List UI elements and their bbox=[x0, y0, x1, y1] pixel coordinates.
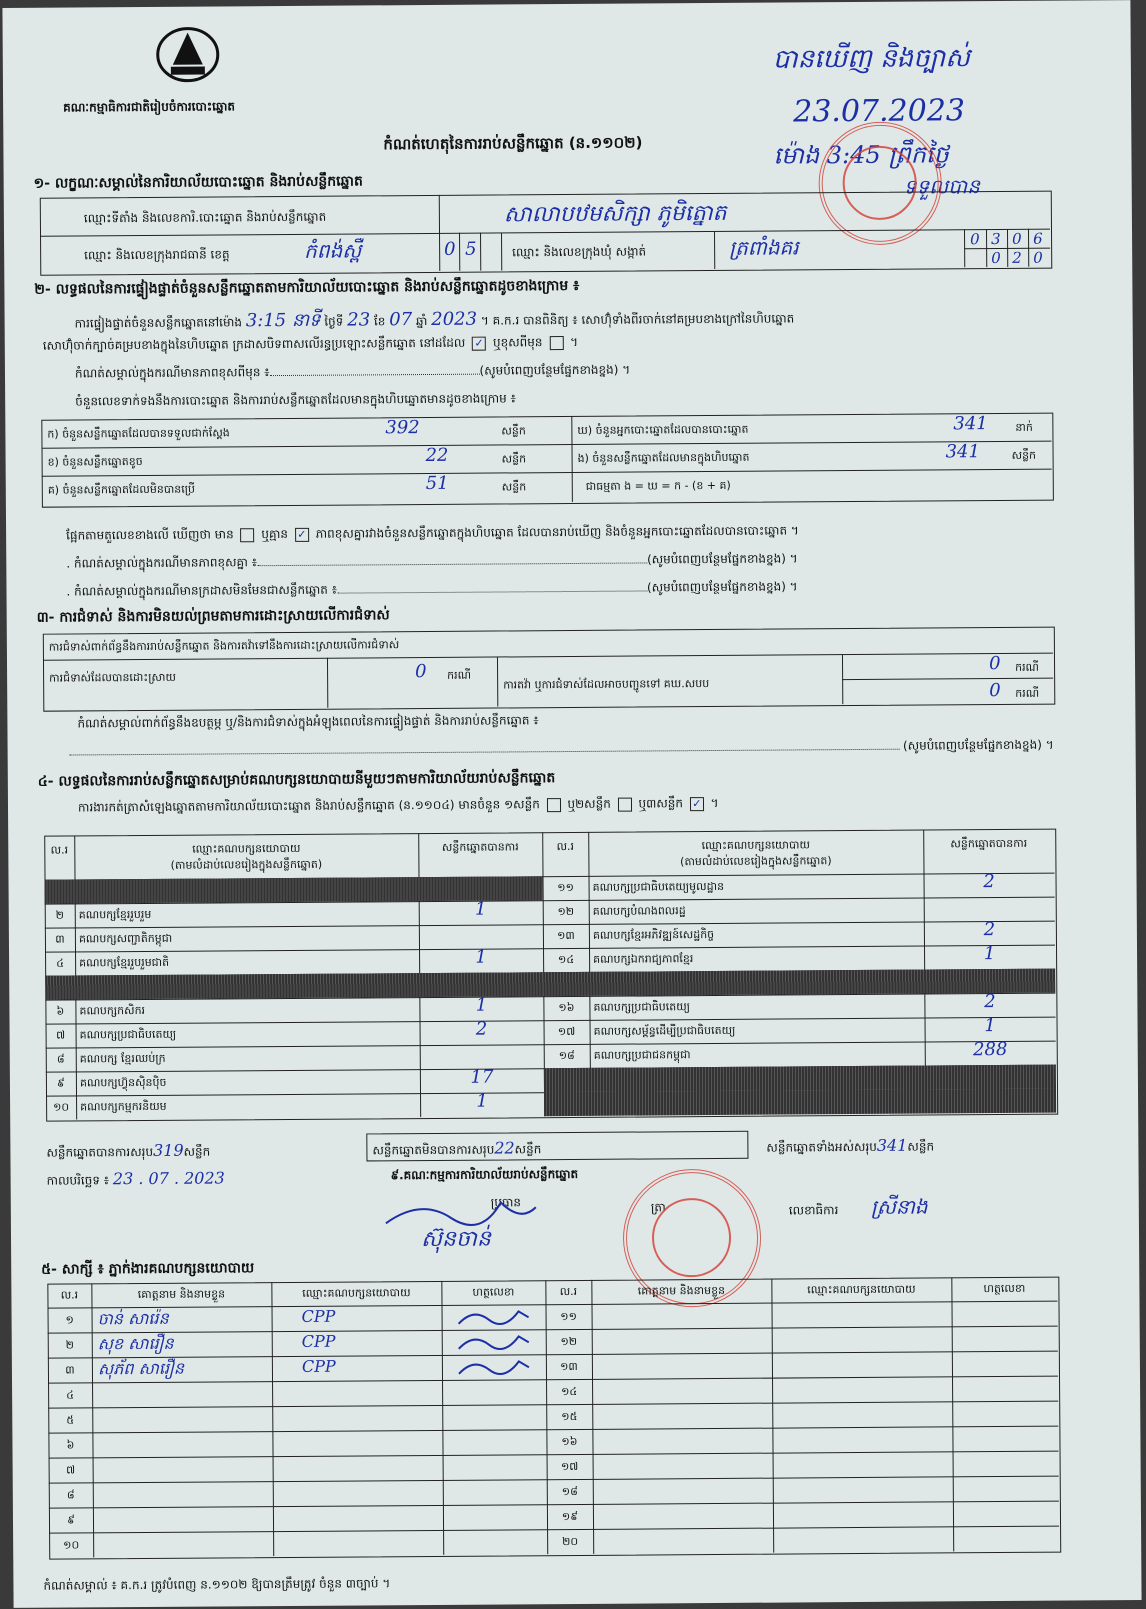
secretary-signature: ស្រីនាង bbox=[870, 1194, 928, 1219]
header-party-sub: (តាមលំដាប់លេខរៀងក្នុងសន្លឹកឆ្នោត) bbox=[170, 857, 323, 872]
unused-value: 51 bbox=[425, 472, 449, 495]
unit-label: សន្លឹក bbox=[1011, 448, 1037, 462]
code-top-1: 0 bbox=[970, 230, 980, 249]
stamp-note-line4: ទទួលបាន bbox=[903, 174, 980, 199]
code-bottom-1: 0 bbox=[991, 248, 1001, 268]
witness-h-sign: ហត្ថលេខា bbox=[983, 1281, 1026, 1296]
party-number: ៨ bbox=[56, 1052, 65, 1066]
party-number: ៣ bbox=[55, 932, 65, 946]
party-name: គណបក្សកសិករ bbox=[79, 1003, 146, 1018]
party-votes: 288 bbox=[972, 1038, 1008, 1061]
ballots-in-box-label: ង) ចំនួនសន្លឹកឆ្នោតដែលមានក្នុងហិបឆ្នោត bbox=[577, 450, 750, 465]
ballots-in-box-value: 341 bbox=[945, 441, 980, 463]
witness-number: ១៩ bbox=[561, 1509, 579, 1524]
voters-label: ឃ) ចំនួនអ្នកបោះឆ្នោតដែលបានបោះឆ្នោត bbox=[577, 422, 749, 437]
committee-label: ៩.គណៈកម្មការការិយាល័យរាប់សន្លឹកឆ្នោត bbox=[390, 1166, 579, 1183]
party-number: ១០ bbox=[52, 1100, 70, 1114]
party-number: ១១ bbox=[557, 880, 574, 895]
section4-title: ៤- លទ្ធផលនៃការរាប់សន្លឹកឆ្នោតសម្រាប់គណបក្សនយោបាយនីមួយៗតាមការិយាល័យរាប់សន្លឹកឆ្នោត bbox=[37, 770, 556, 790]
commune-value: ត្រពាំងគរ bbox=[729, 235, 799, 260]
date-line: កាលបរិច្ឆេទ ៖ 23 . 07 . 2023 bbox=[46, 1168, 225, 1189]
party-number: ៤ bbox=[56, 956, 65, 970]
witness-signature-icon bbox=[454, 1305, 534, 1328]
resolved-label: ការជំទាស់ដែលបានដោះស្រាយ bbox=[49, 670, 176, 685]
section1-title: ១- លក្ខណៈសម្គាល់នៃការិយាល័យបោះឆ្នោត និងរាប់សន្លឹកឆ្នោត bbox=[33, 173, 363, 192]
witness-name: សុភ័ព សារឿន bbox=[97, 1358, 185, 1379]
polling-station-label: ឈ្មោះទីតាំង និងលេខការិ.បោះឆ្នោត និងរាប់សន្លឹកឆ្នោត bbox=[83, 209, 327, 226]
non-ballot-note: . កំណត់សម្គាល់ក្នុងករណីមានក្រដាសមិនមែនជាសន្លឹកឆ្នោត ៖ (សូមបំពេញបន្ថែមផ្នែកខាងខ្នង) ។ bbox=[66, 579, 798, 599]
code-top-4: 6 bbox=[1033, 229, 1043, 248]
witness-number: ៤ bbox=[66, 1388, 75, 1402]
discrepancy-yes-checkbox[interactable] bbox=[240, 528, 254, 542]
total-valid: សន្លឹកឆ្នោតបានការសរុប319សន្លឹក bbox=[46, 1140, 211, 1160]
header-col-party: ឈ្មោះគណបក្សនយោបាយ bbox=[701, 838, 810, 853]
witness-h-party: ឈ្មោះគណបក្សនយោបាយ bbox=[302, 1286, 411, 1300]
same-checkbox[interactable]: ✓ bbox=[472, 336, 486, 350]
header-col-no: ល.រ bbox=[50, 843, 69, 857]
discrepancy-note: . កំណត់សម្គាល់ក្នុងករណីមានភាពខុសគ្នា ៖ (សូមបំពេញបន្ថែមផ្នែកខាងខ្នង) ។ bbox=[66, 551, 798, 571]
witness-number: ១២ bbox=[560, 1334, 578, 1349]
date-value: 23 . 07 . 2023 bbox=[112, 1168, 225, 1189]
stamp-note-date: 23.07.2023 bbox=[793, 93, 966, 130]
total-all: សន្លឹកឆ្នោតទាំងអស់សរុប341សន្លឹក bbox=[766, 1135, 935, 1155]
case-label: ករណី bbox=[1015, 660, 1040, 674]
witness-number: ១៥ bbox=[561, 1409, 578, 1424]
party-number: ១៧ bbox=[557, 1024, 576, 1039]
total-invalid: សន្លឹកឆ្នោតមិនបានការសរុប22សន្លឹក bbox=[372, 1138, 542, 1158]
discrepancy-no-checkbox[interactable]: ✓ bbox=[295, 527, 309, 541]
form-title: កំណត់ហេតុនៃការរាប់សន្លឹកឆ្នោត (ន.១១០២) bbox=[383, 133, 643, 154]
stamp-note-line1: បានឃើញ និងច្បាស់ bbox=[772, 43, 971, 75]
section5-title: ៥- សាក្សី ៖ ភ្នាក់ងារគណបក្សនយោបាយ bbox=[41, 1260, 255, 1278]
party-votes: 2 bbox=[983, 919, 996, 941]
witness-h-name: គោត្តនាម និងនាមខ្លួន bbox=[637, 1283, 726, 1298]
section3-title: ៣- ការជំទាស់ និងការមិនយល់ព្រមតាមការដោះស្រាយលើការជំទាស់ bbox=[36, 607, 390, 626]
party-name: គណបក្សសញ្ជាតិកម្ពុជា bbox=[78, 931, 173, 946]
election-form-page bbox=[2, 0, 1141, 1608]
witness-party: CPP bbox=[301, 1306, 336, 1326]
footer-note: កំណត់សម្គាល់ ៖ គ.ក.រ ត្រូវបំពេញ ន.១១០២ ឱ្យបានត្រឹមត្រូវ ចំនួន ៣ច្បាប់ ។ bbox=[43, 1576, 391, 1593]
appeal-value-1: 0 bbox=[988, 653, 1001, 675]
tally-sheets-line: ការងារកត់ត្រាសំឡេងឆ្នោតតាមការិយាល័យបោះឆ្នោត និងរាប់សន្លឹកឆ្នោត (ន.១១០៤) មានចំនួន ១សន្លឹក ឬ២សន្លឹក ឬ៣សន្លឹក ✓ ។ bbox=[77, 795, 719, 815]
province-code-1: 0 bbox=[444, 238, 456, 260]
different-checkbox[interactable] bbox=[549, 336, 563, 350]
case-label: ករណី bbox=[1015, 686, 1040, 700]
total-all-value: 341 bbox=[876, 1135, 908, 1155]
party-name: គណបក្សខ្មែររួបរួម bbox=[78, 907, 152, 922]
chair-label: ប្រធាន bbox=[490, 1195, 522, 1210]
national-emblem-icon bbox=[153, 24, 223, 84]
received-value: 392 bbox=[385, 417, 420, 439]
header-col-party: ឈ្មោះគណបក្សនយោបាយ bbox=[192, 841, 301, 856]
witness-number: ៩ bbox=[67, 1513, 75, 1527]
witness-number: ៣ bbox=[65, 1363, 75, 1377]
case-label: ករណី bbox=[447, 668, 472, 682]
results-table bbox=[2, 0, 1130, 8]
witness-h-name: គោត្តនាម និងនាមខ្លួន bbox=[137, 1287, 226, 1302]
secretary-label: លេខាធិការ bbox=[788, 1203, 839, 1218]
resolved-value: 0 bbox=[414, 661, 427, 683]
party-votes: 1 bbox=[476, 1090, 488, 1112]
withdrawn-party-row bbox=[544, 1089, 1056, 1117]
code-top-2: 3 bbox=[991, 229, 1001, 249]
witness-number: ១៧ bbox=[560, 1459, 579, 1474]
party-name: គណបក្សឯករាជ្យភាពខ្មែរ bbox=[593, 952, 694, 966]
one-sheet-checkbox[interactable] bbox=[547, 798, 561, 812]
party-votes: 1 bbox=[983, 943, 996, 965]
appeal-label: ការតវ៉ា ឬការជំទាស់ដែលអាចបញ្ជូនទៅ គឃ.សបប bbox=[503, 677, 710, 692]
witness-number: ២០ bbox=[562, 1534, 579, 1549]
witness-number: ៨ bbox=[66, 1488, 75, 1502]
party-number: ១៨ bbox=[558, 1048, 575, 1063]
withdrawn-party-row bbox=[544, 1065, 1056, 1093]
appeal-value-2: 0 bbox=[989, 680, 1001, 702]
complaints-header: ការជំទាស់ពាក់ព័ន្ធនឹងការរាប់សន្លឹកឆ្នោត និងការតវ៉ាទៅនឹងការដោះស្រាយលើការជំទាស់ bbox=[48, 638, 400, 654]
total-invalid-value: 22 bbox=[494, 1138, 515, 1158]
unused-label: គ) ចំនួនសន្លឹកឆ្នោតដែលមិនបានប្រើ bbox=[47, 482, 196, 497]
witness-party: CPP bbox=[301, 1331, 336, 1351]
verify-day: 23 bbox=[347, 309, 371, 331]
discrepancy-line: ផ្អែកតាមតួលេខខាងលើ ឃើញថា មាន ឬគ្មាន ✓ ភាពខុសគ្នារវាងចំនួនសន្លឹកឆ្នោតក្នុងហិបឆ្នោត ដែលបានរាប់ឃើញ និងចំនួនអ្នកបោះឆ្នោតដែលបានបោះឆ្នោត ។ bbox=[66, 523, 799, 543]
province-code-2: 5 bbox=[465, 238, 477, 260]
witness-name: ចាន់ សារ៉េន bbox=[97, 1308, 169, 1329]
witness-number: ១៨ bbox=[561, 1484, 578, 1499]
party-votes: 1 bbox=[475, 994, 488, 1016]
witness-number: ១១ bbox=[560, 1309, 577, 1324]
party-votes: 1 bbox=[475, 946, 487, 968]
party-name: គណបក្សប្រជាធិបតេយ្យ bbox=[79, 1027, 177, 1042]
complaints-note: កំណត់សម្គាល់ពាក់ព័ន្ធនឹងឧបត្ថម្ភ ឬ/និងការជំទាស់ក្នុងអំឡុងពេលនៃការផ្ទៀងផ្ទាត់ និងការរាប់សន្លឹកឆ្នោត ៖ bbox=[77, 713, 539, 731]
chair-name: ស៊ុនចាន់ bbox=[420, 1226, 491, 1253]
witness-number: ៥ bbox=[66, 1413, 75, 1427]
two-sheet-checkbox[interactable] bbox=[618, 797, 632, 811]
header-col-votes: សន្លឹកឆ្នោតបានការ bbox=[950, 836, 1028, 851]
witness-number: ២ bbox=[65, 1338, 74, 1352]
unit-label: សន្លឹក bbox=[501, 480, 527, 494]
party-number: ១៦ bbox=[558, 1000, 575, 1015]
witness-h-no: ល.រ bbox=[60, 1288, 79, 1302]
witness-number: ១០ bbox=[63, 1538, 80, 1552]
code-top-3: 0 bbox=[1012, 229, 1022, 248]
complaints-note-end: (សូមបំពេញបន្ថែមផ្នែកខាងខ្នង) ។ bbox=[44, 737, 1054, 762]
party-name: គណបក្សប្រជាជនកម្ពុជា bbox=[593, 1048, 691, 1062]
three-sheet-checkbox[interactable]: ✓ bbox=[690, 797, 704, 811]
party-votes: 2 bbox=[475, 1018, 488, 1040]
party-number: ១៤ bbox=[557, 952, 575, 967]
party-name: គណបក្សហ៊្វុនស៊ិនប៉ិច bbox=[79, 1075, 167, 1090]
witness-number: ១ bbox=[65, 1313, 74, 1327]
header-col-votes: សន្លឹកឆ្នោតបានការ bbox=[441, 840, 519, 854]
party-name: គណបក្សប្រជាធិបតេយ្យ bbox=[593, 1000, 691, 1014]
code-bottom-2: 2 bbox=[1012, 248, 1022, 267]
polling-station-value: សាលាបឋមសិក្សា ភូមិត្នោត bbox=[503, 200, 727, 228]
witness-signature-icon bbox=[454, 1355, 534, 1378]
witness-signature-icon bbox=[454, 1330, 534, 1353]
chair-signature-icon bbox=[381, 1192, 541, 1233]
witness-number: ១៦ bbox=[561, 1434, 578, 1449]
stamp-note-line3: ម៉ោង 3:45 ព្រឹកថ្ងៃ bbox=[773, 140, 949, 170]
difference-note-line: កំណត់សម្គាល់ក្នុងករណីមានភាពខុសពីមុន ៖ (សូមបំពេញបន្ថែមផ្នែកខាងខ្នង) ។ bbox=[74, 362, 631, 381]
party-name: គណបក្សខ្មែររួបរួមជាតិ bbox=[79, 955, 170, 970]
spoiled-label: ខ) ចំនួនសន្លឹកឆ្នោតខូច bbox=[47, 454, 143, 469]
party-name: គណបក្សខ្មែរអភិវឌ្ឍន៍សេដ្ឋកិច្ច bbox=[592, 928, 715, 942]
party-name: គណបក្សប្រជាធិបតេយ្យមូលដ្ឋាន bbox=[592, 879, 725, 894]
witness-h-sign: ហត្ថលេខា bbox=[472, 1285, 515, 1299]
total-valid-value: 319 bbox=[152, 1140, 184, 1160]
header-party-sub: (តាមលំដាប់លេខរៀងក្នុងសន្លឹកឆ្នោត) bbox=[680, 854, 832, 869]
province-label: ឈ្មោះ និងលេខក្រុងរាជធានី ខេត្ត bbox=[84, 247, 230, 263]
formula: ជាធម្មតា ង = ឃ = ក - (ខ + គ) bbox=[585, 478, 731, 493]
header-col-no: ល.រ bbox=[556, 839, 575, 854]
party-votes: 2 bbox=[983, 871, 995, 893]
party-name: គណបក្សកម្មករនិយម bbox=[80, 1099, 167, 1114]
party-name: គណបក្សសម្ព័ន្ធដើម្បីប្រជាធិបតេយ្យ bbox=[593, 1023, 736, 1038]
witness-party: CPP bbox=[301, 1356, 336, 1376]
unit-label: សន្លឹក bbox=[501, 424, 526, 438]
party-number: ១៣ bbox=[556, 928, 575, 943]
verify-year: 2023 bbox=[431, 308, 478, 330]
verify-line: ការផ្ទៀងផ្ទាត់ចំនួនសន្លឹកឆ្នោតនៅម៉ោង 3:15 នាទី ថ្ងៃទី 23 ខែ 07 ឆ្នាំ 2023 ។ គ.ក.រ បានពិនិត្យ ៖ សោហ៊ុំទាំងពីរចាក់នៅគម្របខាងក្រៅនៃហិបឆ្នោត bbox=[74, 308, 795, 332]
witness-table bbox=[2, 0, 1130, 8]
party-number: ៦ bbox=[56, 1004, 65, 1018]
witness-number: ១៤ bbox=[560, 1384, 578, 1399]
received-label: ក) ចំនួនសន្លឹកឆ្នោតដែលបានទទួលជាក់ស្តែង bbox=[47, 426, 230, 441]
party-votes: 17 bbox=[470, 1066, 494, 1088]
committee-name: គណៈកម្មាធិការជាតិរៀបចំការបោះឆ្នោត bbox=[63, 99, 236, 115]
seal-label: ត្រា bbox=[650, 1200, 666, 1215]
province-value: កំពង់ស្ពឺ bbox=[304, 238, 362, 263]
witness-number: ១៣ bbox=[560, 1359, 578, 1374]
verify-month: 07 bbox=[389, 309, 413, 331]
seal-check-line: សោហ៊ុំចាក់ក្បាច់គម្របខាងក្នុងនៃហិបឆ្នោត ក្រដាសបិទពាសលើរន្ធប្រឡោះសន្លឹកឆ្នោត នៅដដែល ✓ ឬខុសពីមុន ។ bbox=[42, 334, 579, 353]
figures-intro: ចំនួនលេខទាក់ទងនឹងការបោះឆ្នោត និងការរាប់សន្លឹកឆ្នោតដែលមានក្នុងហិបឆ្នោតមានដូចខាងក្រោម ៖ bbox=[75, 391, 516, 409]
commune-label: ឈ្មោះ និងលេខក្រុងឃុំ សង្កាត់ bbox=[512, 244, 647, 260]
party-name: គណបក្សបំណងពលរដ្ឋ bbox=[592, 904, 686, 918]
party-votes: 2 bbox=[984, 991, 996, 1013]
witness-name: សុខ សារឿន bbox=[97, 1333, 174, 1354]
party-number: ២ bbox=[55, 908, 64, 922]
witness-number: ៦ bbox=[66, 1438, 75, 1452]
unit-label: សន្លឹក bbox=[501, 452, 527, 466]
party-number: ៩ bbox=[56, 1076, 65, 1090]
party-votes: 1 bbox=[984, 1015, 996, 1037]
witness-h-no: ល.រ bbox=[559, 1284, 578, 1299]
witness-h-party: ឈ្មោះគណបក្សនយោបាយ bbox=[807, 1282, 916, 1297]
section2-title: ២- លទ្ធផលនៃការផ្ទៀងផ្ទាត់ចំនួនសន្លឹកឆ្នោតតាមការិយាល័យបោះឆ្នោត និងរាប់សន្លឹកឆ្នោតដូចខាងក្រោម ៖ bbox=[34, 277, 580, 298]
code-bottom-3: 0 bbox=[1033, 248, 1043, 267]
party-number: ៧ bbox=[56, 1028, 66, 1042]
party-name: គណបក្ស ខ្មែរឈប់ក្រ bbox=[79, 1051, 166, 1066]
party-votes: 1 bbox=[474, 898, 487, 920]
verify-time: 3:15 នាទី bbox=[245, 309, 321, 332]
voters-value: 341 bbox=[953, 413, 988, 435]
witness-number: ៧ bbox=[66, 1463, 76, 1477]
voters-unit: នាក់ bbox=[1015, 420, 1033, 434]
spoiled-value: 22 bbox=[425, 444, 449, 467]
party-number: ១២ bbox=[557, 904, 575, 919]
